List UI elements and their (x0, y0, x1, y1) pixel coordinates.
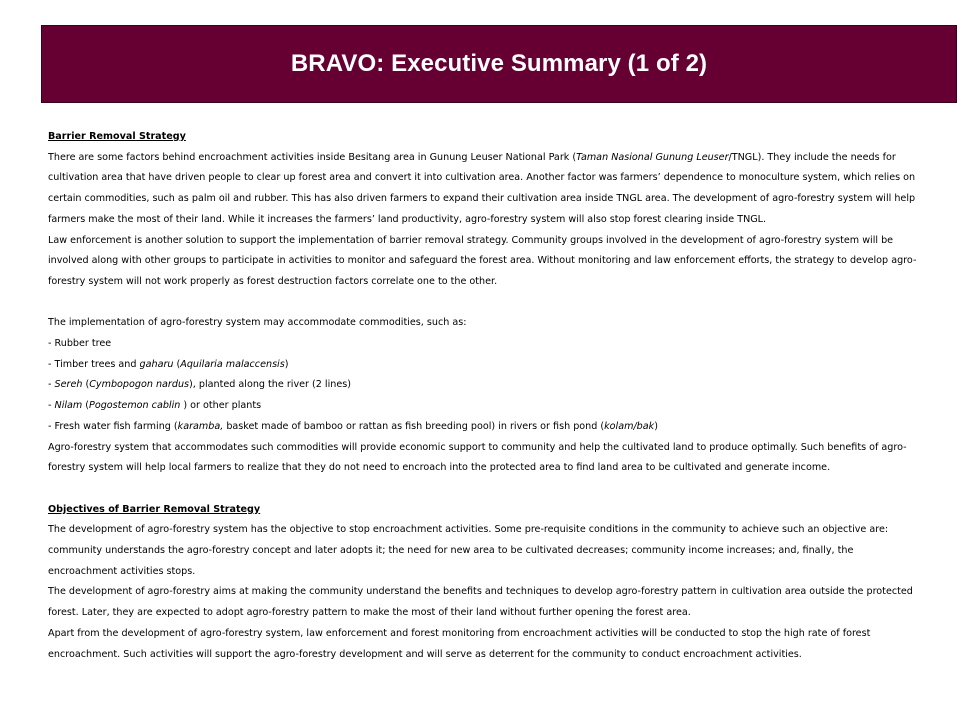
section-heading-objectives: Objectives of Barrier Removal Strategy (48, 503, 261, 515)
paragraph-objective-understand: The development of agro-forestry aims at making the community understand the benefits and techniques to develop agro-forestry pattern in cultivation area outside the protected forest. Later, they are expected to adopt agro-forestry pattern to make the most of their land without further opening the forest area. (48, 586, 913, 619)
paragraph-law-enforcement: Law enforcement is another solution to support the implementation of barrier removal strategy. Community groups involved in the development of agro-forestry system will be involved along with other groups to participate in activities to monitor and safeguard the forest area. Without monitoring and law enforcement efforts, the strategy to develop agro-forestry system will not work properly as forest destruction factors correlate one to the other. (48, 234, 917, 287)
text-run: basket made of bamboo or rattan as fish breeding pool) in rivers or fish pond ( (223, 420, 605, 432)
text-run: ( (82, 400, 90, 412)
list-item-rubber: - Rubber tree (48, 338, 112, 350)
page-title: BRAVO: Executive Summary (1 of 2) (290, 50, 708, 77)
text-run: - Fresh water fish farming ( (48, 420, 178, 432)
text-run: - (48, 400, 55, 412)
italic-run: Sereh (54, 379, 83, 391)
paragraph-factors (48, 148, 923, 231)
italic-run: Taman Nasional Gunung Leuser (576, 151, 729, 163)
document-body (48, 127, 923, 665)
italic-run: karamba, (177, 420, 224, 432)
paragraph-objective-enforcement: Apart from the development of agro-forestry system, law enforcement and forest monitoring from encroachment activities will be conducted to stop the high rate of forest encroachment. Such activities will support the agro-forestry development and will serve as deterrent for the community to conduct encroachment activities. (48, 627, 871, 660)
spacer (48, 479, 923, 500)
italic-run: Nilam (54, 400, 83, 412)
text-run: ) (654, 420, 658, 432)
italic-run: Pogostemon cablin (89, 400, 181, 412)
italic-run: Cymbopogon nardus (89, 379, 190, 391)
list-item-sereh (48, 375, 923, 396)
list-item-nilam (48, 396, 923, 417)
italic-run: gaharu (139, 358, 174, 370)
section-heading-barrier-removal: Barrier Removal Strategy (48, 131, 186, 142)
title-banner (41, 25, 957, 103)
list-intro: The implementation of agro-forestry system may accommodate commodities, such as: (48, 317, 467, 329)
spacer (48, 293, 923, 314)
text-run: There are some factors behind encroachment activities inside Besitang area in Gunung Leuser National Park ( (48, 151, 577, 163)
italic-run: Aquilaria malaccensis (180, 358, 285, 370)
text-run: - (48, 379, 55, 391)
italic-run: kolam/bak (604, 420, 655, 432)
text-run: ( (173, 358, 181, 370)
text-run: ), planted along the river (2 lines) (189, 379, 351, 391)
text-run: ( (82, 379, 90, 391)
text-run: - Timber trees and (48, 358, 140, 370)
text-run: ) or other plants (180, 400, 262, 412)
list-item-fish-farming (48, 417, 923, 438)
list-item-timber (48, 355, 923, 376)
text-run: /TNGL). They include the needs for cultivation area that have driven people to clear up forest area and convert it into cultivation area. Another factor was farmers’ dependence to monoculture system, which relies on certain commodities, such as palm oil and rubber. This has also driven farmers to expand their cultivation area inside TNGL area. The development of agro-forestry system will help farmers make the most of their land. While it increases the farmers’ land productivity, agro-forestry system will also stop forest clearing inside TNGL. (48, 151, 916, 225)
text-run: ) (284, 358, 289, 370)
paragraph-benefits: Agro-forestry system that accommodates such commodities will provide economic support to community and help the cultivated land to produce optimally. Such benefits of agro-forestry system will help local farmers to realize that they do not need to encroach into the protected area to find land area to be cultivated and generate income. (48, 441, 907, 474)
paragraph-objective-stop: The development of agro-forestry system has the objective to stop encroachment activities. Some pre-requisite conditions in the community to achieve such an objective are: community understands the agro-forestry concept and later adopts it; the need for new area to be cultivated decreases; community income increases; and, finally, the encroachment activities stops. (48, 524, 889, 577)
